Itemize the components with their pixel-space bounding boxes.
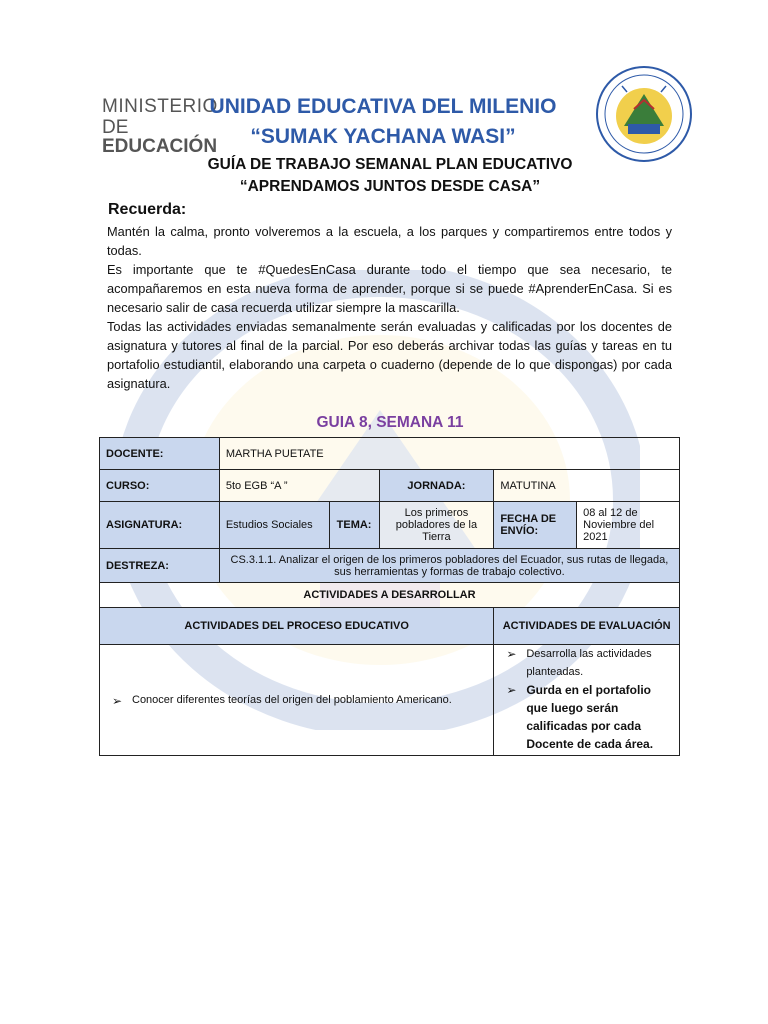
recuerda-body: [107, 222, 672, 393]
destreza-label: DESTREZA:: [100, 549, 220, 583]
asignatura-label: ASIGNATURA:: [100, 502, 220, 549]
list-item: ➢ Conocer diferentes teorías del origen del poblamiento Americano.: [106, 694, 487, 706]
ministry-logo: [102, 96, 218, 157]
guide-title: [100, 154, 680, 198]
plan-table: [99, 437, 680, 756]
proceso-cell: [100, 645, 494, 756]
col-proceso-header: ACTIVIDADES DEL PROCESO EDUCATIVO: [100, 608, 494, 645]
ministry-line1: MINISTERIO: [102, 96, 218, 117]
asignatura-value: Estudios Sociales: [219, 502, 329, 549]
table-row-actividades-header: [100, 583, 680, 608]
curso-label: CURSO:: [100, 470, 220, 502]
recuerda-paragraph-3: Todas las actividades enviadas semanalmente serán evaluadas y calificadas por los docentes de asignatura y tutores al final de la parcial. Por eso deberás archivar todas las guías y tareas en tu portafolio estudiantil, elaborando una carpeta o cuaderno (depende de lo que dispongas) por cada asignatura.: [107, 319, 672, 391]
school-name: [200, 92, 566, 152]
table-row-columns: [100, 608, 680, 645]
col-evaluacion-header: ACTIVIDADES DE EVALUACIÓN: [494, 608, 680, 645]
evaluacion-list: [500, 645, 673, 753]
jornada-label: JORNADA:: [379, 470, 494, 502]
destreza-value: CS.3.1.1. Analizar el origen de los primeros pobladores del Ecuador, sus rutas de llegada, sus herramientas y formas de trabajo colectivo.: [219, 549, 679, 583]
docente-value: MARTHA PUETATE: [219, 438, 679, 470]
recuerda-paragraph-2: Es importante que te #QuedesEnCasa durante todo el tiempo que sea necesario, te acompañaremos en esta nueva forma de aprender, porque si se puede #AprenderEnCasa. Si es necesario salir de casa recuerda utilizar siempre la mascarilla.: [107, 262, 672, 315]
list-item: ➢ Gurda en el portafolio que luego serán calificadas por cada Docente de cada área.: [500, 681, 673, 753]
table-row-destreza: [100, 549, 680, 583]
jornada-value: MATUTINA: [494, 470, 680, 502]
school-name-line1: UNIDAD EDUCATIVA DEL MILENIO: [209, 95, 557, 118]
school-emblem-icon: [594, 64, 694, 164]
fecha-value: 08 al 12 de Noviembre del 2021: [577, 502, 680, 549]
tema-value: Los primeros pobladores de la Tierra: [379, 502, 494, 549]
list-item: ➢ Desarrolla las actividades planteadas.: [500, 645, 673, 681]
table-row-activities: [100, 645, 680, 756]
ministry-line2: DE EDUCACIÓN: [102, 117, 218, 157]
actividades-header: ACTIVIDADES A DESARROLLAR: [100, 583, 680, 608]
fecha-label: FECHA DE ENVÍO:: [494, 502, 577, 549]
proceso-list: [106, 694, 487, 706]
curso-value: 5to EGB “A ”: [219, 470, 379, 502]
docente-label: DOCENTE:: [100, 438, 220, 470]
table-row-docente: [100, 438, 680, 470]
recuerda-heading: Recuerda:: [108, 201, 187, 218]
school-name-line2: “SUMAK YACHANA WASI”: [250, 125, 516, 148]
table-row-curso: [100, 470, 680, 502]
guia-title: GUIA 8, SEMANA 11: [316, 414, 464, 431]
evaluacion-cell: [494, 645, 680, 756]
guide-title-line2: “APRENDAMOS JUNTOS DESDE CASA”: [239, 178, 541, 195]
guide-title-line1: GUÍA DE TRABAJO SEMANAL PLAN EDUCATIVO: [207, 156, 573, 173]
tema-label: TEMA:: [329, 502, 379, 549]
recuerda-paragraph-1: Mantén la calma, pronto volveremos a la escuela, a los parques y compartiremos entre todos y todas.: [107, 224, 672, 258]
table-row-asignatura: [100, 502, 680, 549]
